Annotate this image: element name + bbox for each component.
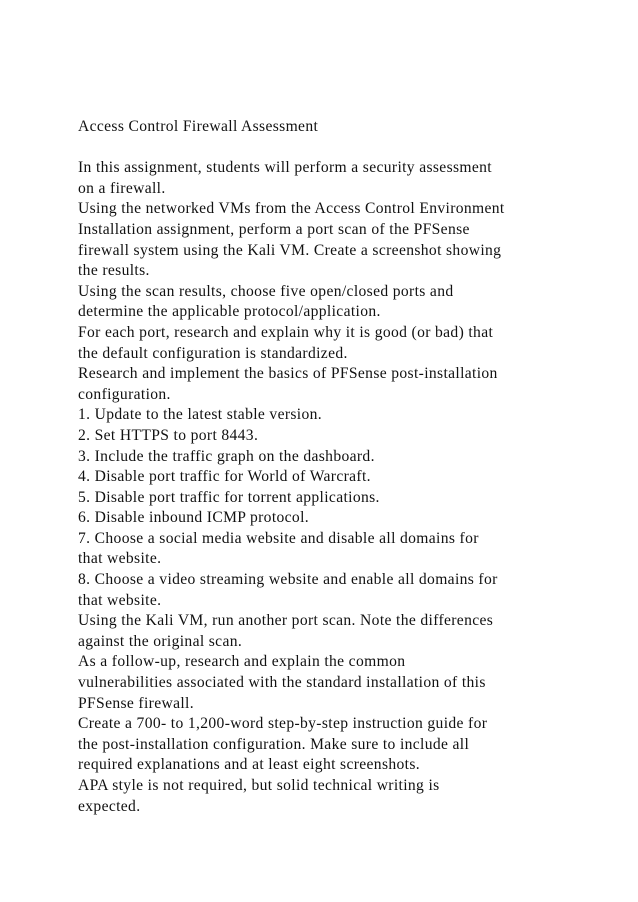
text-line: configuration.	[78, 385, 171, 403]
text-line: that website.	[78, 591, 162, 609]
list-item-7: 7. Choose a social media website and disable all domains for	[78, 529, 479, 547]
text-line: on a firewall.	[78, 179, 166, 197]
document-title: Access Control Firewall Assessment	[78, 118, 319, 135]
text-line: Research and implement the basics of PFSense post-installation	[78, 365, 498, 383]
text-line: the default configuration is standardized.	[78, 344, 348, 362]
text-line: required explanations and at least eight screenshots.	[78, 756, 421, 774]
text-line: PFSense firewall.	[78, 694, 194, 712]
text-line: the post-installation configuration. Make sure to include all	[78, 735, 470, 753]
text-line: For each port, research and explain why it is good (or bad) that	[78, 323, 494, 341]
text-line: vulnerabilities associated with the standard installation of this	[78, 674, 486, 692]
text-line: Using the scan results, choose five open/closed ports and	[78, 282, 454, 300]
list-item-6: 6. Disable inbound ICMP protocol.	[78, 509, 310, 527]
text-line: APA style is not required, but solid technical writing is	[78, 777, 440, 794]
text-line: Using the Kali VM, run another port scan. Note the differences	[78, 612, 494, 630]
text-line: the results.	[78, 262, 150, 280]
list-item-4: 4. Disable port traffic for World of Warcraft.	[78, 468, 371, 486]
text-line: Installation assignment, perform a port scan of the PFSense	[78, 220, 470, 238]
list-item-8: 8. Choose a video streaming website and enable all domains for	[78, 571, 498, 589]
text-line: In this assignment, students will perform a security assessment	[78, 159, 492, 177]
list-item-5: 5. Disable port traffic for torrent applications.	[78, 488, 380, 506]
blank-line	[78, 138, 598, 159]
list-item-1: 1. Update to the latest stable version.	[78, 406, 323, 424]
text-line: Using the networked VMs from the Access Control Environment	[78, 200, 505, 218]
list-item-2: 2. Set HTTPS to port 8443.	[78, 426, 259, 444]
text-line: against the original scan.	[78, 632, 243, 650]
list-item-3: 3. Include the traffic graph on the dashboard.	[78, 447, 375, 465]
text-line: firewall system using the Kali VM. Create a screenshot showing	[78, 241, 502, 259]
text-line: that website.	[78, 550, 162, 568]
text-line: Create a 700- to 1,200-word step-by-step instruction guide for	[78, 715, 488, 733]
text-line: As a follow-up, research and explain the common	[78, 653, 406, 671]
text-line: determine the applicable protocol/application.	[78, 303, 381, 321]
text-line: expected.	[78, 797, 141, 815]
document-body	[78, 117, 598, 817]
